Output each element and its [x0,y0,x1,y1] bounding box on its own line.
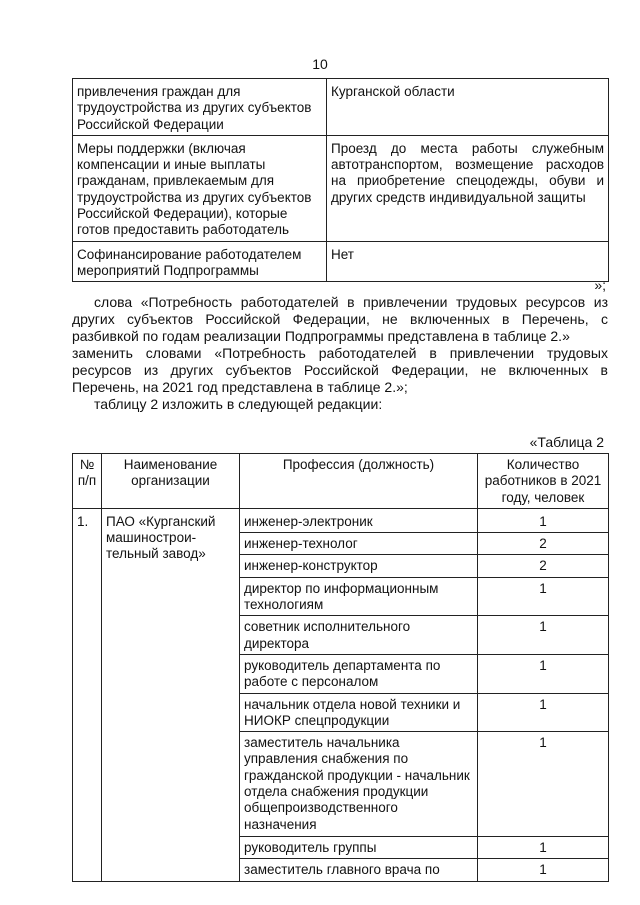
count-cell: 1 [478,577,609,616]
profession-cell: руководитель группы [240,837,478,859]
profession-cell: заместитель начальника управления снабжения по гражданской продукции - начальник отдела снабжения продукции общепроизводственного назначения [240,732,478,837]
page-number: 10 [312,56,328,72]
table1-cell-label: привлечения граждан для трудоустройства из других субъектов Российской Федерации [73,79,327,136]
profession-cell: начальник отдела новой техники и НИОКР спецпродукции [240,693,478,732]
table-header-row [73,454,609,509]
profession-cell: заместитель главного врача по [240,859,478,881]
support-measures-table [72,78,609,282]
workforce-demand-table [72,453,609,882]
paragraph-words: слова «Потребность работодателей в привлечении трудовых ресурсов из других субъектов Российской Федерации, не включенных в Перечень, с разбивкой по годам реализации Подпрограммы представлена в таблице 2.» [72,294,608,344]
count-cell: 2 [478,555,609,577]
header-num: № п/п [73,454,102,509]
table-row [73,135,609,241]
paragraph-table-intro: таблицу 2 изложить в следующей редакции: [94,396,383,412]
table1-cell-value: Проезд до места работы служебным автотранспортом, возмещение расходов на приобретение спецодежды, обуви и других средств индивидуальной защиты [327,135,609,241]
count-cell: 1 [478,837,609,859]
header-count: Количество работников в 2021 году, человек [478,454,609,509]
table-row [73,79,609,136]
table1-cell-label: Меры поддержки (включая компенсации и иные выплаты гражданам, привлекаемым для трудоустройства из других субъектов Российской Федерации), которые готов предоставить работодатель [73,135,327,241]
table-row [73,241,609,282]
profession-cell: руководитель департамента по работе с персоналом [240,654,478,693]
profession-cell: директор по информационным технологиям [240,577,478,616]
profession-cell: инженер-технолог [240,533,478,555]
profession-cell: советник исполнительного директора [240,616,478,655]
table1-cell-label: Софинансирование работодателем мероприятий Подпрограммы [73,241,327,282]
count-cell: 1 [478,654,609,693]
organization-name: ПАО «Курганский машинострои-тельный завод» [102,508,240,881]
table-caption: «Таблица 2 [529,434,604,450]
row-number: 1. [73,508,102,881]
closing-quote-mark: »; [594,277,606,293]
profession-cell: инженер-электроник [240,508,478,532]
count-cell: 1 [478,693,609,732]
count-cell: 1 [478,732,609,837]
count-cell: 1 [478,616,609,655]
count-cell: 1 [478,508,609,532]
count-cell: 1 [478,859,609,881]
table-row [73,508,609,532]
count-cell: 2 [478,533,609,555]
header-organization: Наименование организации [102,454,240,509]
paragraph-replace: заменить словами «Потребность работодателей в привлечении трудовых ресурсов из других субъектов Российской Федерации, не включенных в Перечень, на 2021 год представлена в таблице 2.»; [72,345,608,395]
table1-cell-value: Нет [327,241,609,282]
profession-cell: инженер-конструктор [240,555,478,577]
table1-cell-value: Курганской области [327,79,609,136]
header-profession: Профессия (должность) [240,454,478,509]
